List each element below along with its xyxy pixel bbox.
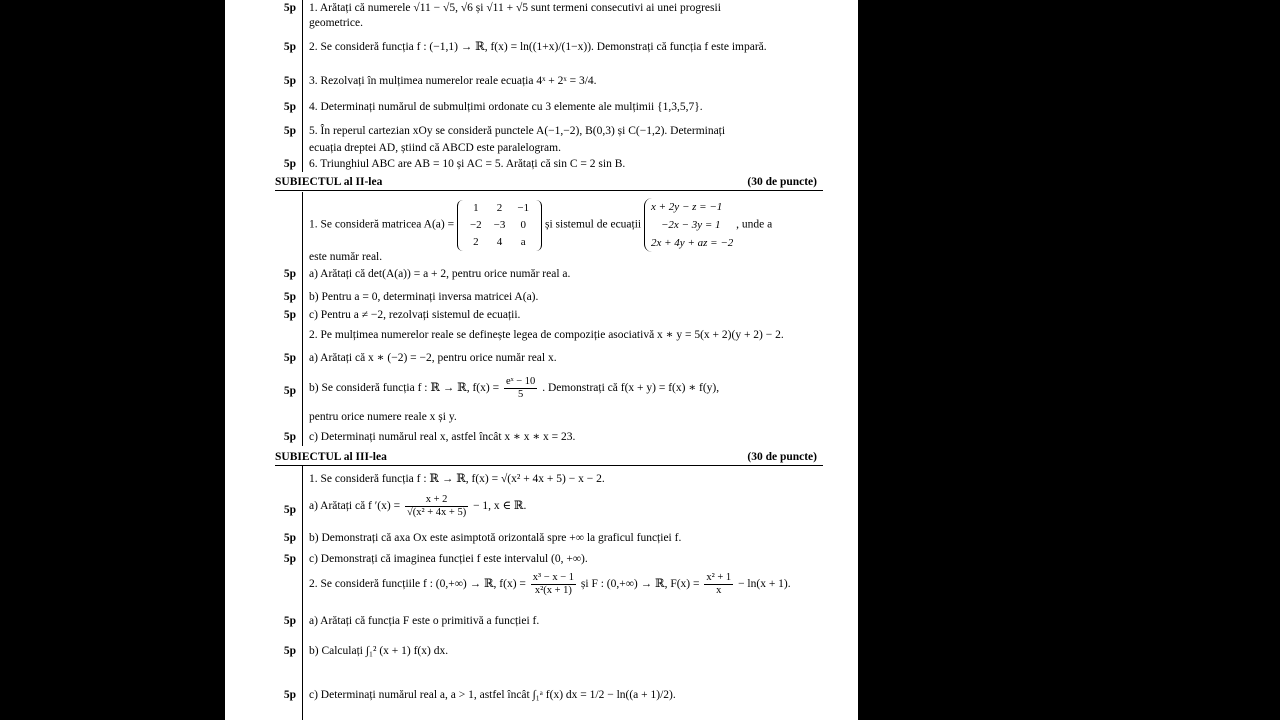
points-label: 5p xyxy=(283,101,297,113)
s2-item-1-statement xyxy=(309,198,819,252)
system-eq-2: −2x − 3y = 1 xyxy=(661,219,721,231)
s2-item-1-real: este număr real. xyxy=(309,251,383,263)
matrix-cell: 1 xyxy=(473,201,479,214)
points-label: 5p xyxy=(283,309,297,321)
s1-item-2-text: 2. Se consideră funcția f : (−1,1) → ℝ, f(x) = ln((1+x)/(1−x)). Demonstrați că funcția f este impară. xyxy=(309,41,767,53)
s2-item-2b-pre: b) Se consideră funcția f : ℝ → ℝ, f(x) = xyxy=(309,382,500,395)
s2-item-1b-text: b) Pentru a = 0, determinați inversa matricei A(a). xyxy=(309,291,539,303)
s2-item-1c-text: c) Pentru a ≠ −2, rezolvați sistemul de ecuații. xyxy=(309,309,521,321)
points-label: 5p xyxy=(283,158,297,170)
s2-item-1-intro: 1. Se consideră matricea A(a) = xyxy=(309,218,455,231)
points-label: 5p xyxy=(283,615,297,627)
fraction xyxy=(405,494,468,519)
fraction xyxy=(504,376,537,401)
section-title: SUBIECTUL al II-lea xyxy=(275,176,383,188)
s2-item-2-text: 2. Pe mulțimea numerelor reale se definește legea de compoziție asociativă x ∗ y = 5(x + 2)(y + 2) − 2. xyxy=(309,329,784,341)
s3-item-1b-text: b) Demonstrați că axa Ox este asimptotă orizontală spre +∞ la graficul funcției f. xyxy=(309,532,682,544)
s3-item-2-mid: și F : (0,+∞) → ℝ, F(x) = xyxy=(580,578,700,591)
s3-item-2b-text: b) Calculați ∫₁² (x + 1) f(x) dx. xyxy=(309,645,449,657)
s1-item-4-text: 4. Determinați numărul de submulțimi ordonate cu 3 elemente ale mulțimii {1,3,5,7}. xyxy=(309,101,703,113)
fraction-denominator: x xyxy=(716,585,722,596)
s2-item-1a-text: a) Arătați că det(A(a)) = a + 2, pentru orice număr real a. xyxy=(309,268,571,280)
matrix-cell: a xyxy=(520,235,526,248)
points-label: 5p xyxy=(283,125,297,137)
s3-item-1c-text: c) Demonstrați că imaginea funcției f este intervalul (0, +∞). xyxy=(309,553,588,565)
s2-item-2b-text xyxy=(309,376,819,401)
s2-item-1-end: , unde a xyxy=(736,218,773,231)
points-label: 5p xyxy=(283,532,297,544)
fraction-numerator: x + 2 xyxy=(405,494,468,507)
fraction xyxy=(704,572,733,597)
points-label: 5p xyxy=(283,645,297,657)
points-label: 5p xyxy=(283,504,297,516)
section-score: (30 de puncte) xyxy=(747,451,817,463)
points-label: 5p xyxy=(283,385,297,397)
section-header-s2 xyxy=(275,176,823,191)
s2-item-2b-post: . Demonstrați că f(x + y) = f(x) ∗ f(y), xyxy=(542,382,720,395)
section-title: SUBIECTUL al III-lea xyxy=(275,451,387,463)
matrix-cell: 4 xyxy=(496,235,503,248)
s2-item-1-mid: și sistemul de ecuații xyxy=(544,218,642,231)
points-label: 5p xyxy=(283,41,297,53)
section-header-s3 xyxy=(275,451,823,466)
points-label: 5p xyxy=(283,75,297,87)
s1-item-3-text: 3. Rezolvați în mulțimea numerelor reale ecuația 4ˣ + 2ˣ = 3/4. xyxy=(309,75,597,87)
s2-item-2c-text: c) Determinați numărul real x, astfel încât x ∗ x ∗ x = 23. xyxy=(309,431,576,443)
s3-item-1a-post: − 1, x ∈ ℝ. xyxy=(473,500,527,513)
s1-item-5-line-2: ecuația dreptei AD, știind că ABCD este paralelogram. xyxy=(309,142,561,154)
s2-item-2a-text: a) Arătați că x ∗ (−2) = −2, pentru orice număr real x. xyxy=(309,352,557,364)
matrix-a xyxy=(457,200,542,251)
points-label: 5p xyxy=(283,291,297,303)
system-eq-3: 2x + 4y + az = −2 xyxy=(651,237,734,249)
s3-item-1a xyxy=(225,494,858,528)
points-label: 5p xyxy=(283,431,297,443)
system-eq-1: x + 2y − z = −1 xyxy=(651,201,723,213)
s3-item-2-pre: 2. Se consideră funcțiile f : (0,+∞) → ℝ, f(x) = xyxy=(309,578,526,591)
fraction-denominator: √(x² + 4x + 5) xyxy=(406,507,467,518)
s2-item-1 xyxy=(225,194,858,250)
s3-item-2c-text: c) Determinați numărul real a, a > 1, astfel încât ∫₁ᵃ f(x) dx = 1/2 − ln((a + 1)/2). xyxy=(309,689,676,701)
points-label: 5p xyxy=(283,2,297,14)
points-label: 5p xyxy=(283,268,297,280)
equation-system xyxy=(644,198,733,252)
s3-item-1a-pre: a) Arătați că f ′(x) = xyxy=(309,500,401,513)
s3-item-1a-text xyxy=(309,494,819,519)
matrix-cell: 2 xyxy=(496,201,503,214)
points-label: 5p xyxy=(283,352,297,364)
s3-item-2 xyxy=(225,572,858,608)
s1-item-6-text: 6. Triunghiul ABC are AB = 10 și AC = 5. Arătați că sin C = 2 sin B. xyxy=(309,158,626,170)
fraction xyxy=(531,572,576,597)
points-label: 5p xyxy=(283,553,297,565)
fraction-numerator: eˣ − 10 xyxy=(505,376,536,387)
s1-item-1-line-2: geometrice. xyxy=(309,17,363,29)
s1-item-1-line-1: 1. Arătați că numerele √11 − √5, √6 și √11 + √5 sunt termeni consecutivi ai unei progresii xyxy=(309,2,721,14)
fraction-numerator: x³ − x − 1 xyxy=(532,572,575,583)
s3-item-2-post: − ln(x + 1). xyxy=(738,578,791,591)
s2-item-2b xyxy=(225,376,858,406)
s2-item-2b-line-2: pentru orice numere reale x și y. xyxy=(309,411,457,423)
matrix-cell: −2 xyxy=(469,218,482,231)
matrix-cell: 0 xyxy=(520,218,526,231)
s3-item-1-text: 1. Se consideră funcția f : ℝ → ℝ, f(x) = √(x² + 4x + 5) − x − 2. xyxy=(309,473,605,485)
fraction-denominator: x²(x + 1) xyxy=(534,585,572,596)
margin-line-s1 xyxy=(302,0,303,172)
matrix-cell: 2 xyxy=(473,235,479,248)
points-label: 5p xyxy=(283,689,297,701)
s1-item-5-line-1: 5. În reperul cartezian xOy se consideră punctele A(−1,−2), B(0,3) și C(−1,2). Determinați xyxy=(309,125,726,137)
s3-item-2a-text: a) Arătați că funcția F este o primitivă a funcției f. xyxy=(309,615,540,627)
exam-page xyxy=(225,0,858,720)
s3-item-2-text xyxy=(309,572,819,597)
matrix-cell: −3 xyxy=(493,218,506,231)
matrix-cell: −1 xyxy=(517,201,530,214)
fraction-numerator: x² + 1 xyxy=(706,572,732,583)
fraction-denominator: 5 xyxy=(518,389,524,400)
section-score: (30 de puncte) xyxy=(747,176,817,188)
